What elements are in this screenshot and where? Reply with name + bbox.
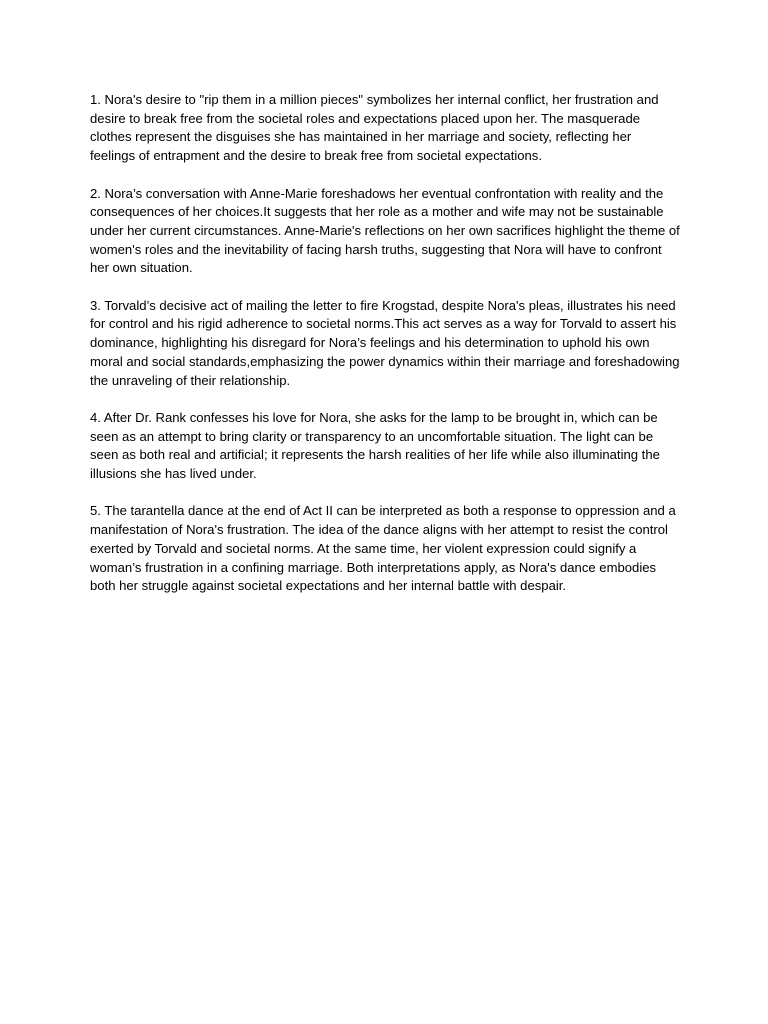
answer-paragraph-1: 1. Nora's desire to "rip them in a million pieces" symbolizes her internal conflict, her frustration and desire to break free from the societal roles and expectations placed upon her. The masquerade clothes represent the disguises she has maintained in her marriage and society, reflecting her feelings of entrapment and the desire to break free from societal expectations. [90, 92, 659, 164]
answer-paragraph-2: 2. Nora’s conversation with Anne-Marie foreshadows her eventual confrontation with reality and the consequences of her choices.It suggests that her role as a mother and wife may not be sustainable under her current circumstances. Anne-Marie's reflections on her own sacrifices highlight the theme of women's roles and the inevitability of facing harsh truths, suggesting that Nora will have to confront her own situation. [90, 185, 680, 276]
answer-paragraph-3: 3. Torvald’s decisive act of mailing the letter to fire Krogstad, despite Nora's pleas, illustrates his need for control and his rigid adherence to societal norms.This act serves as a way for Torvald to assert his dominance, highlighting his disregard for Nora’s feelings and his determination to uphold his own moral and social standards,emphasizing the power dynamics within their marriage and foreshadowing the unraveling of their relationship. [90, 297, 680, 388]
document-body [90, 91, 680, 615]
answer-paragraph-4: 4. After Dr. Rank confesses his love for Nora, she asks for the lamp to be brought in, which can be seen as an attempt to bring clarity or transparency to an uncomfortable situation. The light can be seen as both real and artificial; it represents the harsh realities of her life while also illuminating the illusions she has lived under. [90, 409, 660, 482]
answer-paragraph-5: 5. The tarantella dance at the end of Act II can be interpreted as both a response to oppression and a manifestation of Nora's frustration. The idea of the dance aligns with her attempt to resist the control exerted by Torvald and societal norms. At the same time, her violent expression could signify a woman’s frustration in a confining marriage. Both interpretations apply, as Nora's dance embodies both her struggle against societal expectations and her internal battle with despair. [90, 503, 676, 594]
